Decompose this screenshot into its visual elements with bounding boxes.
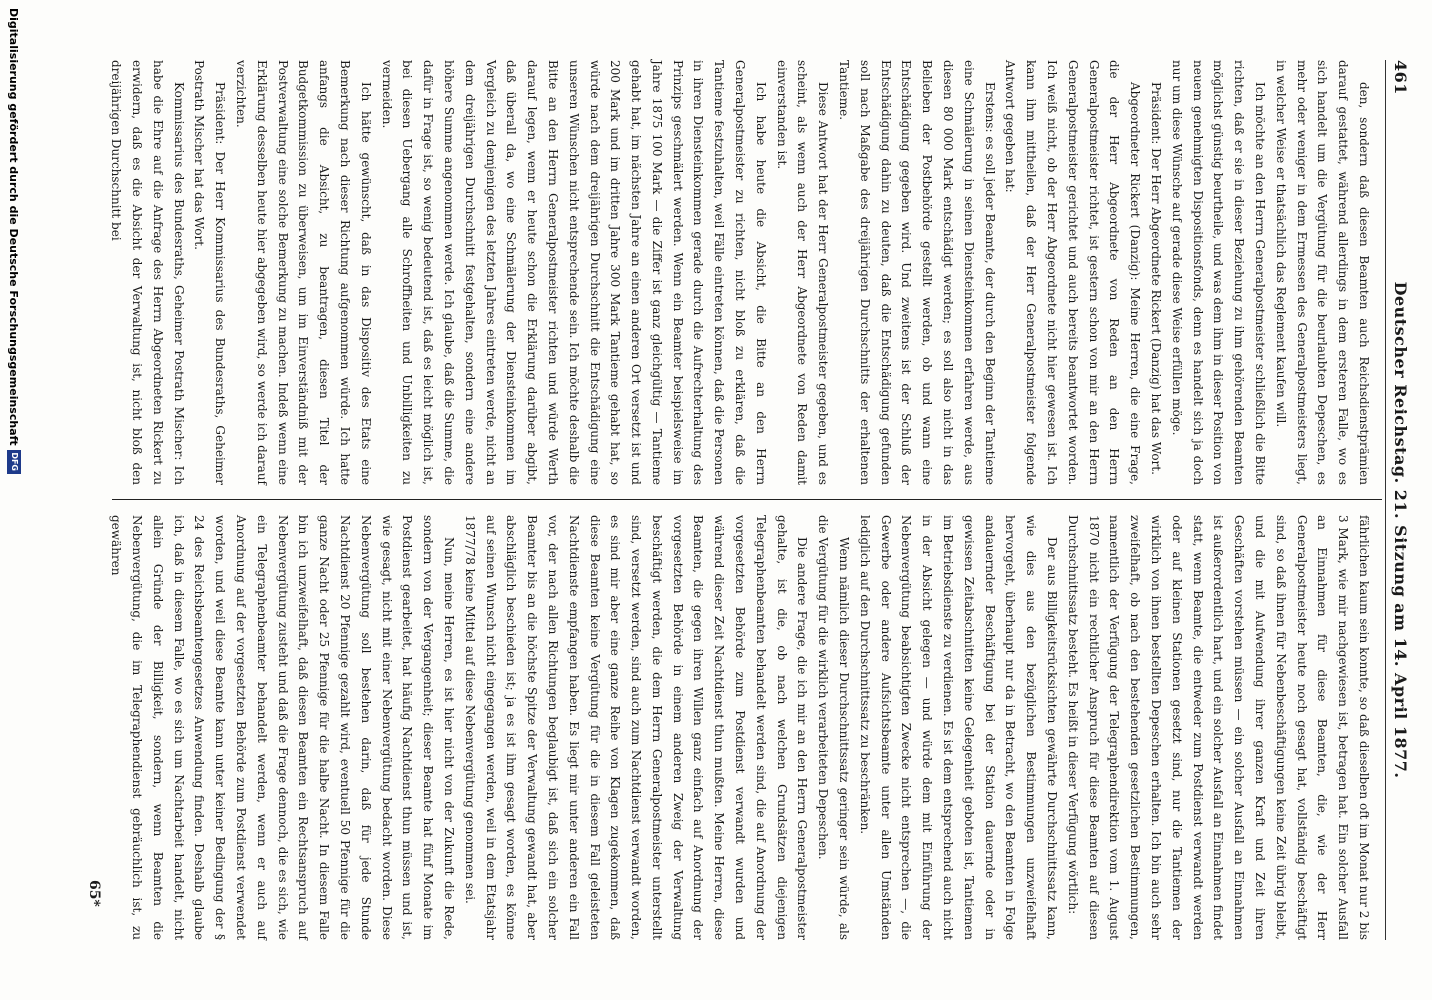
signature-mark: 65*: [86, 880, 102, 907]
header-rule: [1385, 60, 1386, 940]
paragraph: Kommissarius des Bundesraths, Geheimer Postrath Mischer: Ich habe die Ehre auf die Anfrage des Herrn Abgeordneten Rickert zu erwidern, daß es die Absicht der Verwaltung ist, nicht bloß den dreijährigen Durchschnitt bei: [109, 60, 186, 485]
paragraph: fährlichen kaum sein konnte, so daß dieselben oft im Monat nur 2 bis 3 Mark, wie mir nachgewiesen ist, betragen hat. Ein solcher Ausfall an Einnahmen für diese Beamten, die, wie der Herr Generalpostmeister heute noch gesagt hat, vollständig beschäftigt sind, so daß ihnen für Nebenbeschäftigungen keine Zeit übrig bleibt, und die mit Aufwendung ihrer ganzen Kraft und Zeit ihren Geschäften vorstehen müssen — ein solcher Ausfall an Einnahmen ist außerordentlich hart, und ein solcher Ausfall an Einnahmen findet statt, wenn Beamte, die entweder zum Postdienst verwandt werden oder auf kleinen Stationen gesetzt sind, nur die Tantiemen der wirklich von ihnen bestellten Depeschen erhalten. Ich bin auch sehr zweifelhaft, ob nach den bestehenden gesetzlichen Bestimmungen, namentlich der Verfügung der Telegraphendirektion vom 1. August 1870 nicht ein rechtlicher Anspruch für diese Beamten auf diesen Durchschnittssatz besteht. Es heißt in dieser Verfügung wörtlich:: [1065, 515, 1371, 940]
digitization-footer: [4, 0, 24, 1000]
paragraph: Ich hätte gewünscht, daß in das Dispositiv des Etats eine Bemerkung nach dieser Richtung aufgenommen würde. Ich hatte anfangs die Absicht, zu beantragen, diesen Titel der Budgetkommission zu überweisen, um im Einverständniß mit der Postverwaltung eine solche Bemerkung zu machen. Indeß wenn eine Erklärung desselben heute hier abgegeben wird, so werde ich darauf verzichten.: [233, 60, 373, 485]
paragraph: Präsident: Der Herr Kommissarius des Bundesraths, Geheimer Postrath Mischer hat das Wort.: [192, 60, 228, 485]
footer-text: Digitalisierung gefördert durch die Deutsche Forschungsgemeinschaft: [7, 8, 21, 446]
paragraph: Diese Antwort hat der Herr Generalpostmeister gegeben, und es scheint, als wenn auch der Herr Abgeordnete von Reden damit einverstanden ist.: [774, 60, 831, 485]
paragraph: Ich möchte an den Herrn Generalpostmeister schließlich die Bitte richten, daß er sie in dieser Beziehung zu ihm gehörenden Beamten möglichst günstig beurtheile, und was dem ihm in dieser Position von neuem genehmigten Dispositionsfonds, denn es handelt sich ja doch nur um diese Wünsche auf gerade diese Weise erfüllen möge.: [1169, 60, 1268, 485]
page-number: 461: [1391, 60, 1410, 95]
page-header: [1384, 60, 1414, 940]
right-column: [109, 515, 1374, 940]
paragraph: Präsident: Der Herr Abgeordnete Rickert (Danzig) hat das Wort.: [1149, 82, 1164, 475]
paragraph: Nun, meine Herren, es ist hier nicht von der Zukunft die Rede, sondern von der Vergangenheit; dieser Beamte hat fünf Monate im Postdienst gearbeitet, hat häufig Nachtdienst thun müssen und ist, wie gesagt, nicht mit einer Nebenvergütung bedacht worden. Diese Nebenvergütung soll bestehen darin, daß für jede Stunde Nachtdienst 20 Pfennige gezahlt wird, eventuell 50 Pfennige für die ganze Nacht oder 25 Pfennige für die halbe Nacht. In diesem Falle bin ich unzweifelhaft, daß diesen Beamten ein Rechtsanspruch auf Nebenvergütung zusteht und daß die Frage dennoch, die es sich, wie ein Telegraphenbeamter behandelt werden, wenn er auch auf Anordnung auf der vorgesetzten Behörde zum Postdienst verwendet worden, und weil diese Beamte kann unter keiner Bedingung der § 24 des Reichsbeamtengesetzes Anwendung finden. Deshalb glaube ich, daß in diesem Falle, wo es sich um Nachtarbeit handelt, nicht allein Gründe der Billigkeit, sondern, wenn Beamten die Nebenvergütung, die im Telegraphendienst gebräuchlich ist, zu gewähren: [109, 515, 456, 940]
dfg-logo-icon: DFG: [7, 450, 21, 474]
paragraph: Wenn nämlich dieser Durchschnittssatz geringer sein würde, als die Vergütung für die wirklich verarbeiteten Depeschen.: [816, 515, 852, 940]
paragraph: Abgeordneter Rickert (Danzig): Meine Herren, die eine Frage, die der Herr Abgeordnete von Reden an den Herrn Generalpostmeister richtet, ist gestern schon von mir an den Herrn Generalpostmeister gerichtet und auch bereits beantwortet worden. Ich weiß nicht, ob der Herr Abgeordnete nicht hier gewesen ist. Ich kann ihm mittheilen, daß der Herr Generalpostmeister folgende Antwort gegeben hat:: [1003, 60, 1143, 485]
paragraph: Ich habe heute die Absicht, die Bitte an den Herrn Generalpostmeister zu richten, nicht bloß zu erklären, daß die Tantieme festzuhalten, weil Fälle eintreten können, daß die Personen in ihren Diensteinkommen gerade durch die Aufrechterhaltung des Prinzips geschmälert werden. Wenn ein Beamter beispielsweise im Jahre 1875 100 Mark — die Ziffer ist ganz gleichgültig — Tantieme gehabt hat, im nächsten Jahre an einen anderen Ort versetzt ist und 200 Mark und im dritten Jahre 300 Mark Tantieme gehabt hat, so würde nach dem dreijährigen Durchschnitt die Entschädigung eine unseren Wünschen nicht entsprechende sein. Ich möchte deshalb die Bitte an den Herrn Generalpostmeister richten und würde Werth darauf legen, wenn er heute schon die Erklärung darüber abgibt, daß überall da, wo eine Schmälerung der Diensteinkommen im Vergleich zu demjenigen des letzten Jahres eintreten werde, nicht an dem dreijährigen Durchschnitt festgehalten, sondern eine andere höhere Summe angenommen werde. Ich glaube, daß die Summe, die dafür in Frage ist, so wenig bedeutend ist, daß es leicht möglich ist, bei diesen Uebergang alle Schroffheiten und Unbilligkeiten zu vermeiden.: [379, 60, 768, 485]
paragraph: den, sondern daß diesen Beamten auch Reichsdienstprämien darauf gestattet, während allerdings in dem ersteren Falle, wo es sich handelt um die Vergütung für die beurlaubten Depeschen, es mehr oder weniger in dem Ermessen des Generalpostmeisters liegt, in welcher Weise er thatsächlich das Reglement kaufen will.: [1273, 60, 1371, 485]
column-separator: [112, 499, 1382, 500]
paragraph: Erstens: es soll jeder Beamte, der durch den Beginn der Tantieme eine Schmälerung in seinen Diensteinkommen erfahren werde, aus diesen 80 000 Mark entschädigt werden; es soll also nicht in das Belieben der Postbehörde gestellt werden, ob und wann eine Entschädigung gegeben wird. Und zweitens ist der Schluß der Entschädigung dahin zu deuten, daß die Entschädigung gefunden soll nach Maßgabe des dreijährigen Durchschnitts der erhaltenen Tantieme.: [837, 60, 997, 485]
paragraph: Der aus Billigkeitsrücksichten gewährte Durchschnittssatz kann, wie dies aus den bezüglichen Bestimmungen unzweifelhaft hervorgeht, überhaupt nur da in Betracht, wo den Beamten in Folge andauernder Beschäftigung bei der Station dauernde oder in gewissen Zeitabschnitten keine Gelegenheit geboten ist, Tantiemen im Betriebsdienste zu verdienen. Es ist dem entsprechend auch nicht in der Absicht gelegen — und würde dem mit Einführung der Nebenvergütung beabsichtigten Zwecke nicht entsprechen —, die Gewerbe oder andere Aufsichtsbeamte unter allen Umständen lediglich auf den Durchschnittssatz zu beschränken.: [857, 515, 1060, 940]
page-title: Deutscher Reichstag. 21. Sitzung am 14. April 1877.: [1391, 281, 1410, 779]
left-column: [109, 60, 1374, 485]
paragraph: Die andere Frage, die ich mir an den Herrn Generalpostmeister gehalte, ist die, ob nach welchen Grundsätzen diejenigen Telegraphenbeamten behandelt werden sind, die auf Anordnung der vorgesetzten Behörde zum Postdienst verwandt wurden und während dieser Zeit Nachtdienst thun mußten. Meine Herren, diese Beamten, die gegen ihren Willen ganz einfach auf Anordnung der vorgesetzten Behörde in einem anderen Zweig der Verwaltung beschäftigt werden, die dem Herrn Generalpostmeister unterstellt sind, versetzt werden, sind auch zum Nachtdienst verwandt worden, es sind mir aber eine ganze Reihe von Klagen zugekommen, daß diese Beamten keine Vergütung für die in diesem Fall geleisteten Nachtdienste empfangen haben. Es liegt mir unter anderen ein Fall vor, der nach allen Richtungen beglaubigt ist, daß sich ein solcher Beamter bis an die höchste Spitze der Verwaltung gewandt hat, aber abschläglich beschieden ist; ja es ist ihm gesagt worden, es könne auf seinen Wunsch nicht eingegangen werden, weil in dem Etatsjahr 1877/78 keine Mittel auf diese Nebenvergütung genommen sei.: [462, 515, 810, 940]
